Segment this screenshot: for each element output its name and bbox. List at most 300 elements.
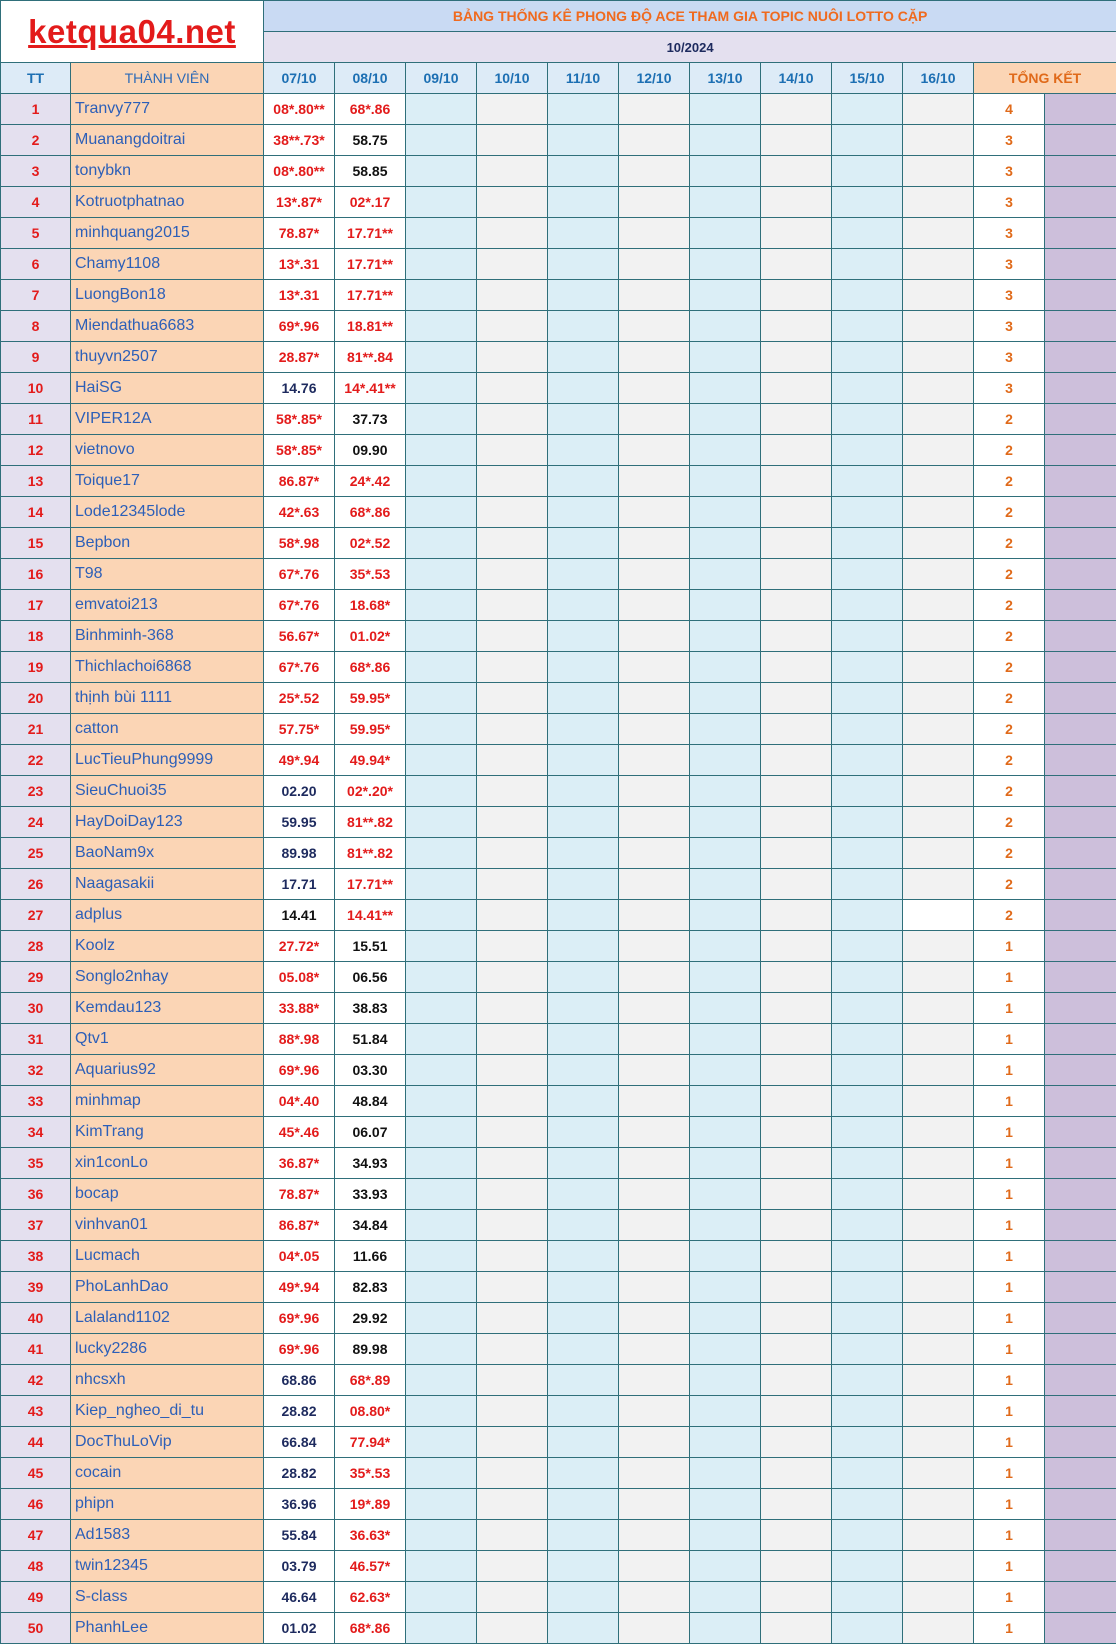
pair-value-0710: 05.08* — [264, 962, 335, 993]
empty-day-cell — [761, 280, 832, 311]
total-extra-cell — [1045, 187, 1116, 218]
empty-day-cell — [477, 1365, 548, 1396]
empty-day-cell — [761, 528, 832, 559]
pair-value-0710: 36.96 — [264, 1489, 335, 1520]
table-row — [1, 466, 1116, 497]
pair-value-0710: 14.76 — [264, 373, 335, 404]
empty-day-cell — [406, 1210, 477, 1241]
member-name[interactable]: catton — [71, 714, 264, 745]
empty-day-cell — [761, 1148, 832, 1179]
member-name[interactable]: Miendathua6683 — [71, 311, 264, 342]
total-score: 1 — [974, 1489, 1045, 1520]
member-name[interactable]: vietnovo — [71, 435, 264, 466]
empty-day-cell — [477, 1582, 548, 1613]
empty-day-cell — [832, 1365, 903, 1396]
total-extra-cell — [1045, 590, 1116, 621]
empty-day-cell — [619, 435, 690, 466]
table-row — [1, 528, 1116, 559]
empty-day-cell — [761, 807, 832, 838]
header-date: 15/10 — [832, 63, 903, 94]
member-name[interactable]: Tranvy777 — [71, 94, 264, 125]
total-extra-cell — [1045, 1520, 1116, 1551]
pair-value-0710: 86.87* — [264, 1210, 335, 1241]
empty-day-cell — [548, 621, 619, 652]
empty-day-cell — [477, 652, 548, 683]
pair-value-0710: 69*.96 — [264, 1334, 335, 1365]
empty-day-cell — [619, 683, 690, 714]
empty-day-cell — [548, 1551, 619, 1582]
member-name[interactable]: PhanhLee — [71, 1613, 264, 1644]
total-extra-cell — [1045, 125, 1116, 156]
row-number: 32 — [1, 1055, 71, 1086]
empty-day-cell — [903, 993, 974, 1024]
row-number: 31 — [1, 1024, 71, 1055]
member-name[interactable]: nhcsxh — [71, 1365, 264, 1396]
empty-day-cell — [903, 280, 974, 311]
member-name[interactable]: SieuChuoi35 — [71, 776, 264, 807]
empty-day-cell — [903, 1179, 974, 1210]
empty-day-cell — [761, 1179, 832, 1210]
empty-day-cell — [406, 559, 477, 590]
empty-day-cell — [832, 962, 903, 993]
pair-value-0710: 68.86 — [264, 1365, 335, 1396]
empty-day-cell — [903, 1334, 974, 1365]
empty-day-cell — [761, 373, 832, 404]
table-row — [1, 1086, 1116, 1117]
pair-value-0710: 13*.31 — [264, 280, 335, 311]
empty-day-cell — [619, 1179, 690, 1210]
row-number: 47 — [1, 1520, 71, 1551]
member-name[interactable]: minhmap — [71, 1086, 264, 1117]
empty-day-cell — [406, 1427, 477, 1458]
pair-value-0710: 89.98 — [264, 838, 335, 869]
pair-value-0810: 06.07 — [335, 1117, 406, 1148]
empty-day-cell — [690, 1551, 761, 1582]
empty-day-cell — [406, 652, 477, 683]
member-name[interactable]: Binhminh-368 — [71, 621, 264, 652]
empty-day-cell — [690, 125, 761, 156]
empty-day-cell — [548, 869, 619, 900]
table-row — [1, 1179, 1116, 1210]
empty-day-cell — [619, 1396, 690, 1427]
empty-day-cell — [548, 280, 619, 311]
empty-day-cell — [832, 1210, 903, 1241]
pair-value-0710: 28.82 — [264, 1396, 335, 1427]
empty-day-cell — [477, 1179, 548, 1210]
total-extra-cell — [1045, 745, 1116, 776]
row-number: 35 — [1, 1148, 71, 1179]
empty-day-cell — [903, 528, 974, 559]
member-name[interactable]: LucTieuPhung9999 — [71, 745, 264, 776]
row-number: 33 — [1, 1086, 71, 1117]
member-name[interactable]: bocap — [71, 1179, 264, 1210]
empty-day-cell — [548, 466, 619, 497]
empty-day-cell — [690, 311, 761, 342]
member-name[interactable]: lucky2286 — [71, 1334, 264, 1365]
pair-value-0710: 69*.96 — [264, 1055, 335, 1086]
table-row — [1, 280, 1116, 311]
table-row — [1, 249, 1116, 280]
empty-day-cell — [619, 776, 690, 807]
pair-value-0810: 29.92 — [335, 1303, 406, 1334]
empty-day-cell — [832, 590, 903, 621]
empty-day-cell — [690, 1117, 761, 1148]
total-score: 1 — [974, 931, 1045, 962]
pair-value-0710: 38**.73* — [264, 125, 335, 156]
empty-day-cell — [477, 621, 548, 652]
empty-day-cell — [406, 714, 477, 745]
empty-day-cell — [832, 1551, 903, 1582]
empty-day-cell — [548, 528, 619, 559]
member-name[interactable]: thịnh bùi 1111 — [71, 683, 264, 714]
member-name[interactable]: Aquarius92 — [71, 1055, 264, 1086]
empty-day-cell — [619, 94, 690, 125]
pair-value-0810: 02*.52 — [335, 528, 406, 559]
empty-day-cell — [903, 1582, 974, 1613]
empty-day-cell — [477, 1334, 548, 1365]
member-name[interactable]: S-class — [71, 1582, 264, 1613]
table-row — [1, 621, 1116, 652]
empty-day-cell — [903, 621, 974, 652]
row-number: 44 — [1, 1427, 71, 1458]
member-name[interactable]: Kemdau123 — [71, 993, 264, 1024]
empty-day-cell — [477, 466, 548, 497]
table-row — [1, 1396, 1116, 1427]
empty-day-cell — [548, 1210, 619, 1241]
empty-day-cell — [548, 1303, 619, 1334]
row-number: 49 — [1, 1582, 71, 1613]
empty-day-cell — [619, 249, 690, 280]
empty-day-cell — [406, 1148, 477, 1179]
total-score: 2 — [974, 683, 1045, 714]
empty-day-cell — [690, 621, 761, 652]
total-score: 1 — [974, 1179, 1045, 1210]
empty-day-cell — [406, 1272, 477, 1303]
empty-day-cell — [548, 187, 619, 218]
row-number: 1 — [1, 94, 71, 125]
empty-day-cell — [903, 683, 974, 714]
pair-value-0810: 89.98 — [335, 1334, 406, 1365]
site-logo[interactable]: ketqua04.net — [28, 12, 236, 50]
empty-day-cell — [903, 1117, 974, 1148]
total-extra-cell — [1045, 280, 1116, 311]
empty-day-cell — [761, 342, 832, 373]
empty-day-cell — [619, 342, 690, 373]
table-row — [1, 869, 1116, 900]
empty-day-cell — [903, 1489, 974, 1520]
total-extra-cell — [1045, 900, 1116, 931]
empty-day-cell — [548, 931, 619, 962]
empty-day-cell — [761, 1520, 832, 1551]
pair-value-0710: 78.87* — [264, 1179, 335, 1210]
pair-value-0710: 28.87* — [264, 342, 335, 373]
empty-day-cell — [903, 869, 974, 900]
total-score: 1 — [974, 1613, 1045, 1644]
empty-day-cell — [406, 404, 477, 435]
total-extra-cell — [1045, 1334, 1116, 1365]
empty-day-cell — [619, 621, 690, 652]
member-name[interactable]: PhoLanhDao — [71, 1272, 264, 1303]
empty-day-cell — [832, 1520, 903, 1551]
empty-day-cell — [690, 342, 761, 373]
header-date: 16/10 — [903, 63, 974, 94]
member-name[interactable]: vinhvan01 — [71, 1210, 264, 1241]
pair-value-0810: 68*.86 — [335, 1613, 406, 1644]
total-extra-cell — [1045, 218, 1116, 249]
empty-day-cell — [548, 1427, 619, 1458]
total-score: 1 — [974, 1241, 1045, 1272]
table-row — [1, 745, 1116, 776]
total-score: 1 — [974, 1024, 1045, 1055]
empty-day-cell — [619, 1520, 690, 1551]
empty-day-cell — [761, 94, 832, 125]
row-number: 6 — [1, 249, 71, 280]
empty-day-cell — [619, 1303, 690, 1334]
empty-day-cell — [619, 1365, 690, 1396]
total-extra-cell — [1045, 1613, 1116, 1644]
member-name[interactable]: Kotruotphatnao — [71, 187, 264, 218]
empty-day-cell — [477, 1520, 548, 1551]
row-number: 10 — [1, 373, 71, 404]
pair-value-0710: 56.67* — [264, 621, 335, 652]
empty-day-cell — [548, 1055, 619, 1086]
empty-day-cell — [690, 1489, 761, 1520]
empty-day-cell — [548, 776, 619, 807]
table-row — [1, 1024, 1116, 1055]
member-name[interactable]: thuyvn2507 — [71, 342, 264, 373]
member-name[interactable]: LuongBon18 — [71, 280, 264, 311]
pair-value-0810: 18.68* — [335, 590, 406, 621]
total-extra-cell — [1045, 962, 1116, 993]
empty-day-cell — [477, 528, 548, 559]
pair-value-0810: 48.84 — [335, 1086, 406, 1117]
empty-day-cell — [903, 94, 974, 125]
member-name[interactable]: KimTrang — [71, 1117, 264, 1148]
empty-day-cell — [477, 838, 548, 869]
empty-day-cell — [406, 1365, 477, 1396]
empty-day-cell — [548, 590, 619, 621]
row-number: 50 — [1, 1613, 71, 1644]
pair-value-0710: 08*.80** — [264, 156, 335, 187]
member-name[interactable]: Lucmach — [71, 1241, 264, 1272]
member-name[interactable]: minhquang2015 — [71, 218, 264, 249]
member-name[interactable]: xin1conLo — [71, 1148, 264, 1179]
member-name[interactable]: Qtv1 — [71, 1024, 264, 1055]
empty-day-cell — [903, 1272, 974, 1303]
table-row — [1, 1303, 1116, 1334]
empty-day-cell — [761, 559, 832, 590]
empty-day-cell — [548, 404, 619, 435]
empty-day-cell — [477, 187, 548, 218]
empty-day-cell — [477, 1489, 548, 1520]
member-name[interactable]: adplus — [71, 900, 264, 931]
pair-value-0810: 58.85 — [335, 156, 406, 187]
pair-value-0810: 46.57* — [335, 1551, 406, 1582]
total-score: 3 — [974, 156, 1045, 187]
empty-day-cell — [548, 838, 619, 869]
empty-day-cell — [761, 1489, 832, 1520]
empty-day-cell — [477, 1055, 548, 1086]
empty-day-cell — [548, 373, 619, 404]
member-name[interactable]: Kiep_ngheo_di_tu — [71, 1396, 264, 1427]
total-extra-cell — [1045, 94, 1116, 125]
member-name[interactable]: HayDoiDay123 — [71, 807, 264, 838]
empty-day-cell — [690, 931, 761, 962]
member-name[interactable]: T98 — [71, 559, 264, 590]
member-name[interactable]: Thichlachoi6868 — [71, 652, 264, 683]
member-name[interactable]: Toique17 — [71, 466, 264, 497]
empty-day-cell — [619, 745, 690, 776]
empty-day-cell — [690, 156, 761, 187]
empty-day-cell — [619, 1210, 690, 1241]
empty-day-cell — [761, 1551, 832, 1582]
empty-day-cell — [832, 156, 903, 187]
empty-day-cell — [619, 373, 690, 404]
row-number: 20 — [1, 683, 71, 714]
empty-day-cell — [619, 869, 690, 900]
table-row — [1, 590, 1116, 621]
total-score: 1 — [974, 1210, 1045, 1241]
member-name[interactable]: Naagasakii — [71, 869, 264, 900]
empty-day-cell — [619, 1582, 690, 1613]
empty-day-cell — [477, 962, 548, 993]
empty-day-cell — [832, 1303, 903, 1334]
empty-day-cell — [761, 1427, 832, 1458]
empty-day-cell — [832, 683, 903, 714]
total-score: 2 — [974, 776, 1045, 807]
pair-value-0710: 27.72* — [264, 931, 335, 962]
header-date: 09/10 — [406, 63, 477, 94]
empty-day-cell — [406, 931, 477, 962]
member-name[interactable]: Chamy1108 — [71, 249, 264, 280]
empty-day-cell — [477, 714, 548, 745]
pair-value-0710: 58*.85* — [264, 435, 335, 466]
header-date: 10/10 — [477, 63, 548, 94]
total-extra-cell — [1045, 311, 1116, 342]
empty-day-cell — [690, 590, 761, 621]
member-name[interactable]: HaiSG — [71, 373, 264, 404]
empty-day-cell — [690, 1241, 761, 1272]
pair-value-0810: 68*.86 — [335, 497, 406, 528]
row-number: 39 — [1, 1272, 71, 1303]
pair-value-0810: 77.94* — [335, 1427, 406, 1458]
total-extra-cell — [1045, 1582, 1116, 1613]
table-row — [1, 342, 1116, 373]
total-score: 2 — [974, 652, 1045, 683]
member-name[interactable]: Ad1583 — [71, 1520, 264, 1551]
pair-value-0810: 33.93 — [335, 1179, 406, 1210]
table-row — [1, 311, 1116, 342]
empty-day-cell — [406, 1024, 477, 1055]
header-date: 12/10 — [619, 63, 690, 94]
empty-day-cell — [903, 807, 974, 838]
member-name[interactable]: twin12345 — [71, 1551, 264, 1582]
empty-day-cell — [548, 125, 619, 156]
empty-day-cell — [903, 652, 974, 683]
empty-day-cell — [832, 1024, 903, 1055]
empty-day-cell — [903, 838, 974, 869]
empty-day-cell — [477, 931, 548, 962]
empty-day-cell — [619, 1613, 690, 1644]
empty-day-cell — [903, 1241, 974, 1272]
total-extra-cell — [1045, 652, 1116, 683]
member-name[interactable]: Koolz — [71, 931, 264, 962]
empty-day-cell — [406, 1241, 477, 1272]
table-row — [1, 1365, 1116, 1396]
total-score: 2 — [974, 807, 1045, 838]
total-score: 1 — [974, 1086, 1045, 1117]
pair-value-0710: 04*.40 — [264, 1086, 335, 1117]
empty-day-cell — [548, 1272, 619, 1303]
empty-day-cell — [832, 559, 903, 590]
empty-day-cell — [619, 311, 690, 342]
pair-value-0810: 59.95* — [335, 714, 406, 745]
empty-day-cell — [761, 187, 832, 218]
pair-value-0810: 19*.89 — [335, 1489, 406, 1520]
member-name[interactable]: phipn — [71, 1489, 264, 1520]
member-name[interactable]: Lode12345lode — [71, 497, 264, 528]
empty-day-cell — [903, 187, 974, 218]
member-name[interactable]: BaoNam9x — [71, 838, 264, 869]
member-name[interactable]: Songlo2nhay — [71, 962, 264, 993]
total-extra-cell — [1045, 838, 1116, 869]
empty-day-cell — [903, 1055, 974, 1086]
empty-day-cell — [619, 931, 690, 962]
total-extra-cell — [1045, 1086, 1116, 1117]
pair-value-0810: 51.84 — [335, 1024, 406, 1055]
logo-cell — [1, 1, 264, 63]
total-extra-cell — [1045, 714, 1116, 745]
empty-day-cell — [619, 1334, 690, 1365]
empty-day-cell — [406, 1582, 477, 1613]
pair-value-0810: 36.63* — [335, 1520, 406, 1551]
member-name[interactable]: emvatoi213 — [71, 590, 264, 621]
empty-day-cell — [903, 931, 974, 962]
row-number: 21 — [1, 714, 71, 745]
member-name[interactable]: cocain — [71, 1458, 264, 1489]
total-extra-cell — [1045, 931, 1116, 962]
member-name[interactable]: Lalaland1102 — [71, 1303, 264, 1334]
empty-day-cell — [690, 280, 761, 311]
member-name[interactable]: DocThuLoVip — [71, 1427, 264, 1458]
pair-value-0710: 33.88* — [264, 993, 335, 1024]
table-row — [1, 1582, 1116, 1613]
total-extra-cell — [1045, 1241, 1116, 1272]
empty-day-cell — [903, 125, 974, 156]
empty-day-cell — [619, 838, 690, 869]
empty-day-cell — [406, 1086, 477, 1117]
pair-value-0710: 17.71 — [264, 869, 335, 900]
member-name[interactable]: tonybkn — [71, 156, 264, 187]
member-name[interactable]: Muanangdoitrai — [71, 125, 264, 156]
pair-value-0810: 02*.20* — [335, 776, 406, 807]
total-score: 2 — [974, 869, 1045, 900]
table-row — [1, 1210, 1116, 1241]
empty-day-cell — [406, 1117, 477, 1148]
empty-day-cell — [832, 1396, 903, 1427]
empty-day-cell — [548, 497, 619, 528]
empty-day-cell — [903, 156, 974, 187]
empty-day-cell — [477, 497, 548, 528]
row-number: 15 — [1, 528, 71, 559]
member-name[interactable]: Bepbon — [71, 528, 264, 559]
empty-day-cell — [406, 745, 477, 776]
empty-day-cell — [690, 1179, 761, 1210]
member-name[interactable]: VIPER12A — [71, 404, 264, 435]
table-row — [1, 714, 1116, 745]
empty-day-cell — [619, 280, 690, 311]
empty-day-cell — [619, 1086, 690, 1117]
